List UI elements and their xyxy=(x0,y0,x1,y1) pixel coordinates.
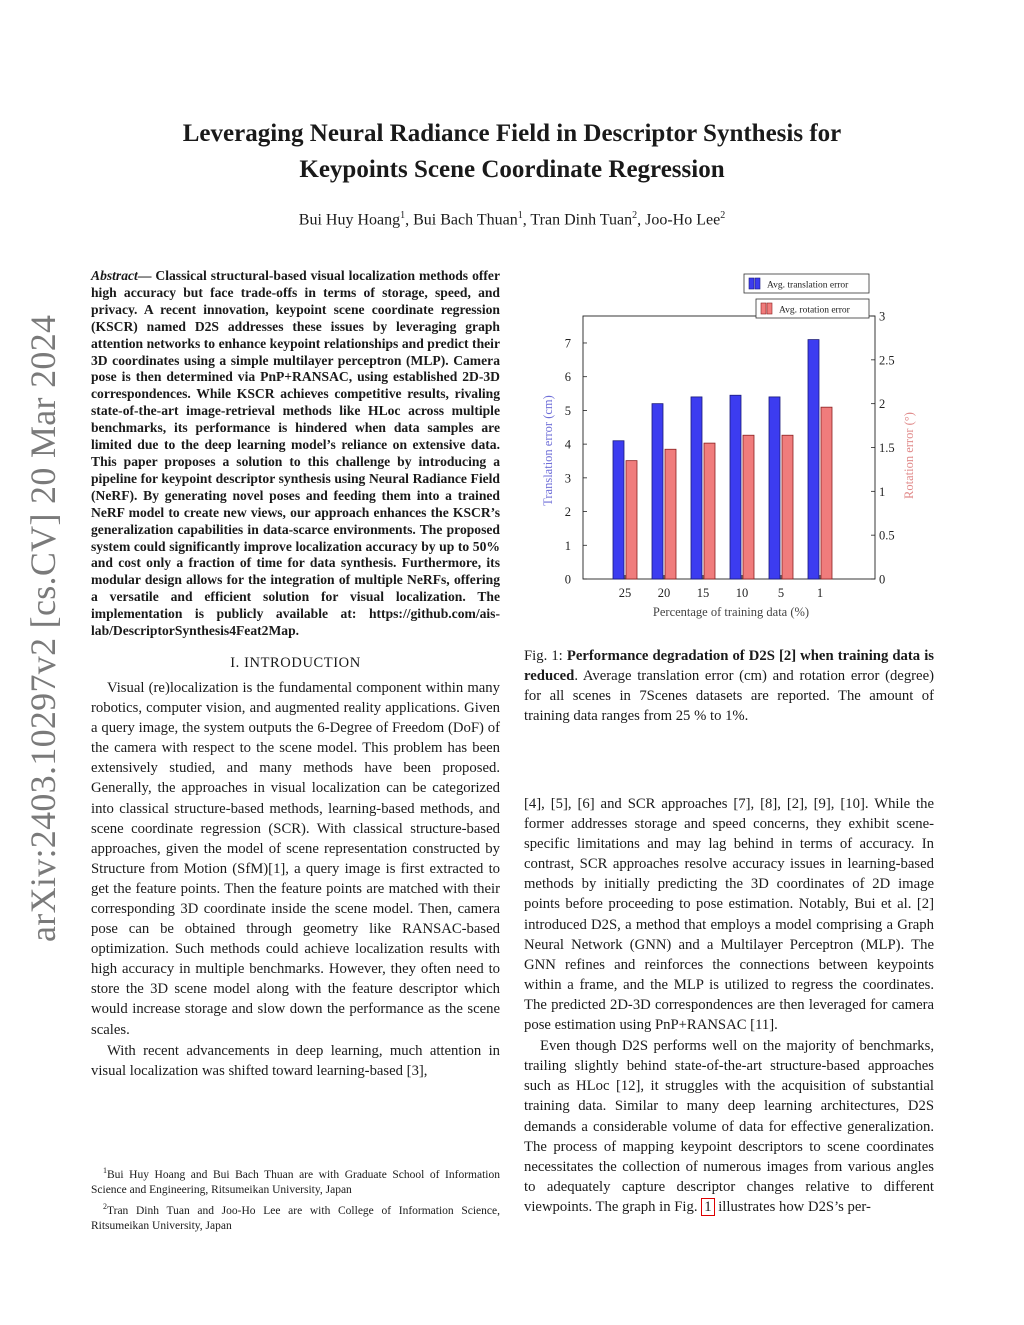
left-tick-label: 4 xyxy=(564,437,571,452)
intro-paragraph-2: With recent advancements in deep learning, much attention in visual localization was shifted toward learning-based [3], xyxy=(91,1042,500,1079)
caption-label: Fig. 1: xyxy=(524,648,563,664)
right-column xyxy=(524,794,934,1217)
x-tick-label: 1 xyxy=(816,586,824,600)
author-affiliation-mark: 2 xyxy=(720,210,726,221)
author-list: Bui Huy Hoang$^1$, Bui Bach Thuan$^1$, Tran Dinh Tuan$^2$, Joo-Ho Lee$^2$ xyxy=(298,210,726,229)
x-tick-label: 5 xyxy=(777,586,785,600)
right-tick-label: 0.5 xyxy=(879,528,895,543)
title-line-1: Leveraging Neural Radiance Field in Descriptor Synthesis for xyxy=(182,120,842,147)
right-tick-label: 3 xyxy=(879,309,886,324)
x-tick-label: 15 xyxy=(696,586,710,600)
footnote-1: $^1$Bui Huy Hoang and Bui Bach Thuan are with Graduate School of Information Science and Engineering, Ritsumeikan University, Japan xyxy=(91,1166,500,1197)
left-tick-label: 6 xyxy=(564,370,571,385)
figure-1-chart xyxy=(524,270,934,630)
legend-swatch-translation xyxy=(755,278,760,289)
title-line-2: Keypoints Scene Coordinate Regression xyxy=(299,156,725,183)
right-tick-label: 1.5 xyxy=(879,441,895,455)
abstract-text: Classical structural-based visual localization methods offer high accuracy but face trade-offs in terms of storage, speed, and privacy. A recent innovation, keypoint scene coordinate regression (KSCR) named D2S addresses these issues by leveraging graph attention networks to enhance keypoint relationships and predict their 3D coordinates using a simple multilayer perceptron (MLP). Camera pose is then determined via PnP+RANSAC, using established 2D-3D correspondences. While KSCR achieves competitive results, rivaling state-of-the-art image-retrieval methods like HLoc across multiple benchmarks, its performance is hindered when data samples are limited due to the deep learning model’s reliance on extensive data. This paper proposes a solution to this challenge by introducing a pipeline for keypoint descriptor synthesis using Neural Radiance Field (NeRF). By generating novel poses and feeding them into a trained NeRF model to create new views, our approach enhances the KSCR’s generalization capabilities in data-scarce environments. The proposed system could significantly improve localization accuracy by up to 50% and cost only a fraction of time for data synthesis. Furthermore, its modular design allows for the integration of multiple NeRFs, offering a versatile and efficient solution for visual localization. The implementation is publicly available at: https://github.com/ais-lab/DescriptorSynthesis4Feat2Map. xyxy=(91,268,500,639)
translation-bar xyxy=(691,397,702,579)
left-tick-label: 0 xyxy=(564,572,571,587)
right-axis-label: Rotation error (°) xyxy=(902,412,916,499)
legend-label-rotation: Avg. rotation error xyxy=(779,305,850,316)
right-tick-label: 0 xyxy=(879,572,886,587)
right-paragraph-1: [4], [5], [6] and SCR approaches [7], [8], [2], [9], [10]. While the former addresses storage and speed concerns, they exhibit scene-specific limitations and may lag behind in terms of accuracy. In contrast, SCR approaches resolve accuracy issues in learning-based methods by initially predicting the 3D coordinates of 2D image points before proceeding to pose estimation. Notably, Bui et al. [2] introduced D2S, a method that employs a model comprising a Graph Neural Network (GNN) and a Multilayer Perceptron (MLP). The GNN refines and reinforces the connections between keypoints within a frame, and the MLP is utilized to regress the coordinates. The predicted 2D-3D correspondences are then leveraged for camera pose estimation using PnP+RANSAC [11]. xyxy=(524,796,934,1034)
left-tick-label: 7 xyxy=(564,336,571,351)
rotation-bar xyxy=(743,435,754,579)
left-tick-label: 5 xyxy=(564,403,571,418)
right-tick-label: 1 xyxy=(879,484,886,499)
right-tick-label: 2 xyxy=(879,397,886,412)
rotation-bar xyxy=(821,407,832,579)
abstract: Abstract— Classical structural-based visual localization methods offer high accuracy but face trade-offs in terms of storage, speed, and privacy. A recent innovation, keypoint scene coordinate regression (KSCR) named D2S addresses these issues by leveraging graph attention networks to enhance keypoint relationships and predict their 3D coordinates using a simple multilayer perceptron (MLP). Camera pose is then determined via PnP+RANSAC, using established 2D-3D correspondences. While KSCR achieves competitive results, rivaling state-of-the-art image-retrieval methods like HLoc across multiple benchmarks, its performance is hindered when data samples are limited due to the deep learning model’s reliance on extensive data. This paper proposes a solution to this challenge by introducing a pipeline for keypoint descriptor synthesis using Neural Radiance Field (NeRF). By generating novel poses and feeding them into a trained NeRF model to create new views, our approach enhances the KSCR’s generalization capabilities in data-scarce environments. The proposed system could significantly improve localization accuracy by up to 50% and cost only a fraction of time for data synthesis. Furthermore, its modular design allows for the integration of multiple NeRFs, offering a versatile and efficient solution for visual localization. The implementation is publicly available at: https://github.com/ais-lab/DescriptorSynthesis4Feat2Map. xyxy=(91,268,500,639)
translation-bar xyxy=(769,397,780,579)
rotation-bar xyxy=(704,443,715,579)
right-paragraph-2: Even though D2S performs well on the majority of benchmarks, trailing slightly behind state-of-the-art structure-based approaches such as HLoc [12], it struggles with the acquisition of substantial training data. Similar to many deep learning architectures, D2S demands a considerable volume of data for effective generalization. The process of mapping keypoint descriptors to scene coordinates necessitates the collection of numerous images from various angles to adequately capture descriptor changes relative to different viewpoints. The graph in Fig. 1 illustrates how D2S’s per- xyxy=(524,1038,934,1215)
rotation-bar xyxy=(782,435,793,579)
rotation-bar xyxy=(665,449,676,579)
legend-swatch-rotation xyxy=(767,303,772,314)
rotation-bar xyxy=(626,461,637,579)
translation-bar xyxy=(613,441,624,579)
author-name: Tran Dinh Tuan xyxy=(530,211,633,229)
translation-bar xyxy=(808,340,819,579)
author-name: Bui Bach Thuan xyxy=(413,211,518,229)
left-tick-label: 2 xyxy=(564,505,571,520)
left-tick-label: 3 xyxy=(564,471,571,486)
author-affiliation-mark: 1 xyxy=(400,210,406,221)
x-tick-label: 25 xyxy=(618,586,632,600)
figure-reference-link[interactable]: 1 xyxy=(701,1198,714,1216)
translation-bar xyxy=(730,395,741,579)
abstract-label: Abstract xyxy=(91,268,138,283)
section-heading: I. INTRODUCTION xyxy=(230,654,361,671)
x-tick-label: 20 xyxy=(657,586,671,600)
intro-paragraph-1: Visual (re)localization is the fundamental component within many robotics, computer vision, and augmented reality applications. Given a query image, the system outputs the 6-Degree of Freedom (DoF) of the camera with respect to the scene model. This problem has been extensively studied, and many methods have been proposed. Generally, the approaches in visual localization can be categorized into classical structure-based methods, learning-based methods, and scene coordinate regression (SCR). With classical structure-based approaches, given the model of scene representation constructed by Structure from Motion (SfM)[1], a query image is first extracted to get the feature points. Then the feature points are matched with their corresponding 3D coordinate inside the scene model. Then, camera pose can be obtained through geometry like RANSAC-based optimization. Such methods could achieve localization results with high accuracy in multiple benchmarks. However, they often need to store the 3D scene model along with the feature descriptor which would increase storage and slow down the performance as the scene scales. xyxy=(91,679,500,1038)
figure-caption xyxy=(524,646,934,726)
caption-bold: Performance degradation of D2S [2] when training data is reduced xyxy=(524,648,934,684)
bar-chart xyxy=(524,270,934,630)
footnote-2: $^2$Tran Dinh Tuan and Joo-Ho Lee are with College of Information Science, Ritsumeikan University, Japan xyxy=(91,1201,500,1233)
legend-swatch-rotation xyxy=(761,303,766,314)
author-name: Bui Huy Hoang xyxy=(298,211,401,229)
x-tick-label: 10 xyxy=(735,586,749,600)
author-affiliation-mark: 1 xyxy=(517,210,523,221)
translation-bar xyxy=(652,404,663,579)
x-axis-label: Percentage of training data (%) xyxy=(652,605,810,619)
author-name: Joo-Ho Lee xyxy=(645,211,721,229)
legend-label-translation: Avg. translation error xyxy=(767,280,849,291)
footnotes xyxy=(91,1163,500,1235)
left-axis-label: Translation error (cm) xyxy=(541,395,555,506)
left-column xyxy=(91,268,500,1081)
caption-text: . Average translation error (cm) and rotation error (degree) for all scenes in 7Scenes datasets are reported. The amount of training data ranges from 25 % to 1%. xyxy=(524,668,934,724)
paper-title xyxy=(100,116,924,188)
footnote-mark: 1 xyxy=(103,1166,107,1175)
author-affiliation-mark: 2 xyxy=(632,210,638,221)
legend-swatch-translation xyxy=(749,278,754,289)
right-tick-label: 2.5 xyxy=(879,353,895,368)
arxiv-identifier: arXiv:2403.10297v2 [cs.CV] 20 Mar 2024 xyxy=(23,314,63,942)
left-tick-label: 1 xyxy=(564,538,571,553)
footnote-mark: 2 xyxy=(103,1201,107,1211)
